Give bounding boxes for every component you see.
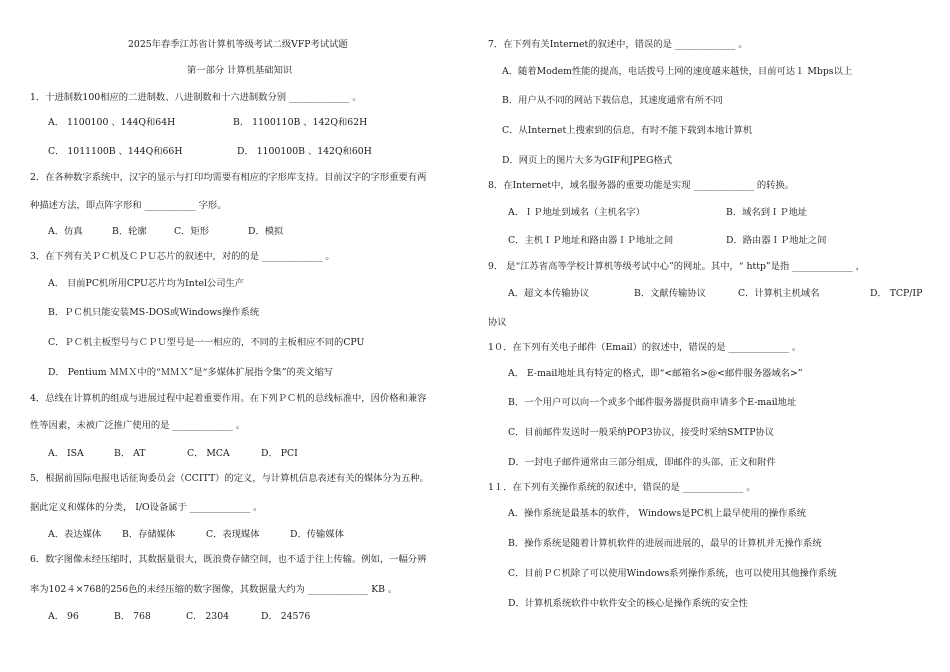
question-6-stem-line-1: 6．数字图像未经压缩时，其数据量很大，既浪费存储空间，也不适于往上传输。例如，一幅分辨	[30, 554, 427, 565]
question-5-stem-line-2: 据此定义和媒体的分类， I/O设备属于 _____________ 。	[30, 502, 263, 513]
question-4-option-c: C． MCA	[187, 448, 230, 459]
question-1-option-b: B． 1100110B 、142Q和62H	[233, 117, 368, 128]
question-7-option-d: D．网页上的图片大多为GIF和JPEG格式	[502, 155, 673, 166]
question-7-option-c: C．从Internet上搜索到的信息，有时不能下载到本地计算机	[502, 125, 753, 136]
question-11-option-b: B．操作系统是随着计算机软件的进展而进展的，最早的计算机并无操作系统	[508, 538, 822, 549]
question-9-option-d-continued: 协议	[488, 317, 507, 328]
question-9-option-b: B．文献传输协议	[634, 288, 706, 299]
question-1-stem: 1．十进制数100相应的二进制数、八进制数和十六进制数分别 _____________ 。	[30, 92, 362, 103]
question-2-option-b: B．轮廓	[112, 226, 147, 237]
question-3-stem: 3．在下列有关ＰＣ机及ＣＰＵ芯片的叙述中，对的的是 _____________ 。	[30, 251, 335, 262]
question-6-stem-line-2: 率为102４×768的256色的未经压缩的数字图像，其数据量大约为 _____________ KB 。	[30, 584, 398, 595]
question-3-option-c: C．ＰＣ机主板型号与ＣＰＵ型号是一一相应的，不同的主板相应不同的CPU	[48, 337, 365, 348]
question-6-option-a: A． 96	[48, 611, 79, 622]
question-1-option-d: D． 1100100B 、142Q和60H	[237, 146, 372, 157]
question-8-option-c: C．主机ＩＰ地址和路由器ＩＰ地址之间	[508, 235, 674, 246]
question-10-option-a: A． E-mail地址具有特定的格式，即“<邮箱名>@<邮件服务器域名>”	[508, 368, 803, 379]
question-8-option-b: B．域名到ＩＰ地址	[726, 207, 808, 218]
question-8-stem: 8．在Internet中，域名服务器的重要功能是实现 _____________ 的转换。	[488, 180, 795, 191]
question-7-option-b: B．用户从不同的网站下载信息，其速度通常有所不同	[502, 95, 723, 106]
question-3-option-d: D． Pentium ＭＭＸ中的“ＭＭＸ”是“多媒体扩展指令集”的英文缩写	[48, 367, 334, 378]
question-6-option-c: C． 2304	[186, 611, 230, 622]
question-7-stem: 7．在下列有关Internet的叙述中，错误的是 _____________ 。	[488, 39, 748, 50]
question-8-option-d: D．路由器ＩＰ地址之间	[726, 235, 827, 246]
question-10-option-c: C．目前邮件发送时一般采纳POP3协议，接受时采纳SMTP协议	[508, 427, 775, 438]
question-10-stem: 1０．在下列有关电子邮件（Email）的叙述中，错误的是 _____________ 。	[488, 342, 802, 353]
question-1-option-c: C． 1011100B 、144Q和66H	[48, 146, 183, 157]
section-title: 第一部分 计算机基础知识	[187, 65, 293, 76]
question-11-option-d: D．计算机系统软件中软件安全的核心是操作系统的安全性	[508, 598, 748, 609]
question-8-option-a: A．ＩＰ地址到域名（主机名字）	[508, 207, 645, 218]
question-3-option-b: B．ＰＣ机只能安装MS-DOS或Windows操作系统	[48, 307, 260, 318]
question-11-stem: 1１．在下列有关操作系统的叙述中，错误的是 _____________ 。	[488, 482, 756, 493]
question-10-option-b: B．一个用户可以向一个或多个邮件服务器提供商申请多个E-mail地址	[508, 397, 797, 408]
question-5-option-a: A．表达媒体	[48, 529, 102, 540]
question-6-option-b: B． 768	[114, 611, 151, 622]
question-2-option-c: C．矩形	[174, 226, 210, 237]
question-9-stem: 9． 是“江苏省高等学校计算机等级考试中心”的网址。其中，“ http”是指 _____________ ，	[488, 261, 865, 272]
question-6-option-d: D． 24576	[261, 611, 311, 622]
question-9-option-c: C．计算机主机域名	[738, 288, 820, 299]
question-9-option-d: D． TCP/IP	[870, 288, 923, 299]
question-2-stem-line-1: 2．在各种数字系统中，汉字的显示与打印均需要有相应的字形库支持。目前汉字的字形重要有两	[30, 172, 427, 183]
question-4-stem-line-2: 性等因素，未被广泛推广使用的是 _____________ 。	[30, 420, 246, 431]
question-10-option-d: D．一封电子邮件通常由三部分组成，即邮件的头部、正文和附件	[508, 457, 776, 468]
question-5-stem-line-1: 5．根据前国际电报电话征询委员会（CCITT）的定义，与计算机信息表述有关的媒体分为五种。	[30, 473, 429, 484]
question-7-option-a: A．随着Modem性能的提高，电话拨号上网的速度越来越快，目前可达１ Mbps以上	[502, 66, 853, 77]
question-2-stem-line-2: 种描述方法，即点阵字形和 ___________ 字形。	[30, 200, 227, 211]
question-4-stem-line-1: 4．总线在计算机的组成与进展过程中起着重要作用。在下列ＰＣ机的总线标准中，因价格和兼容	[30, 393, 427, 404]
question-3-option-a: A． 目前PC机所用CPU芯片均为Intel公司生产	[48, 278, 245, 289]
page-title: 2025年春季江苏省计算机等级考试二级VFP考试试题	[128, 39, 348, 50]
question-5-option-c: C．表现媒体	[206, 529, 260, 540]
question-4-option-d: D． PCI	[261, 448, 298, 459]
question-5-option-b: B．存储媒体	[122, 529, 176, 540]
question-11-option-a: A．操作系统是最基本的软件， Windows是PC机上最早使用的操作系统	[508, 508, 807, 519]
question-4-option-a: A． ISA	[48, 448, 84, 459]
question-2-option-d: D．模拟	[248, 226, 284, 237]
question-2-option-a: A．仿真	[48, 226, 83, 237]
question-4-option-b: B． AT	[114, 448, 146, 459]
question-9-option-a: A．超文本传输协议	[508, 288, 590, 299]
question-11-option-c: C．目前ＰＣ机除了可以使用Windows系列操作系统，也可以使用其他操作系统	[508, 568, 837, 579]
question-5-option-d: D．传输媒体	[290, 529, 344, 540]
question-1-option-a: A． 1100100 、144Q和64H	[48, 117, 176, 128]
